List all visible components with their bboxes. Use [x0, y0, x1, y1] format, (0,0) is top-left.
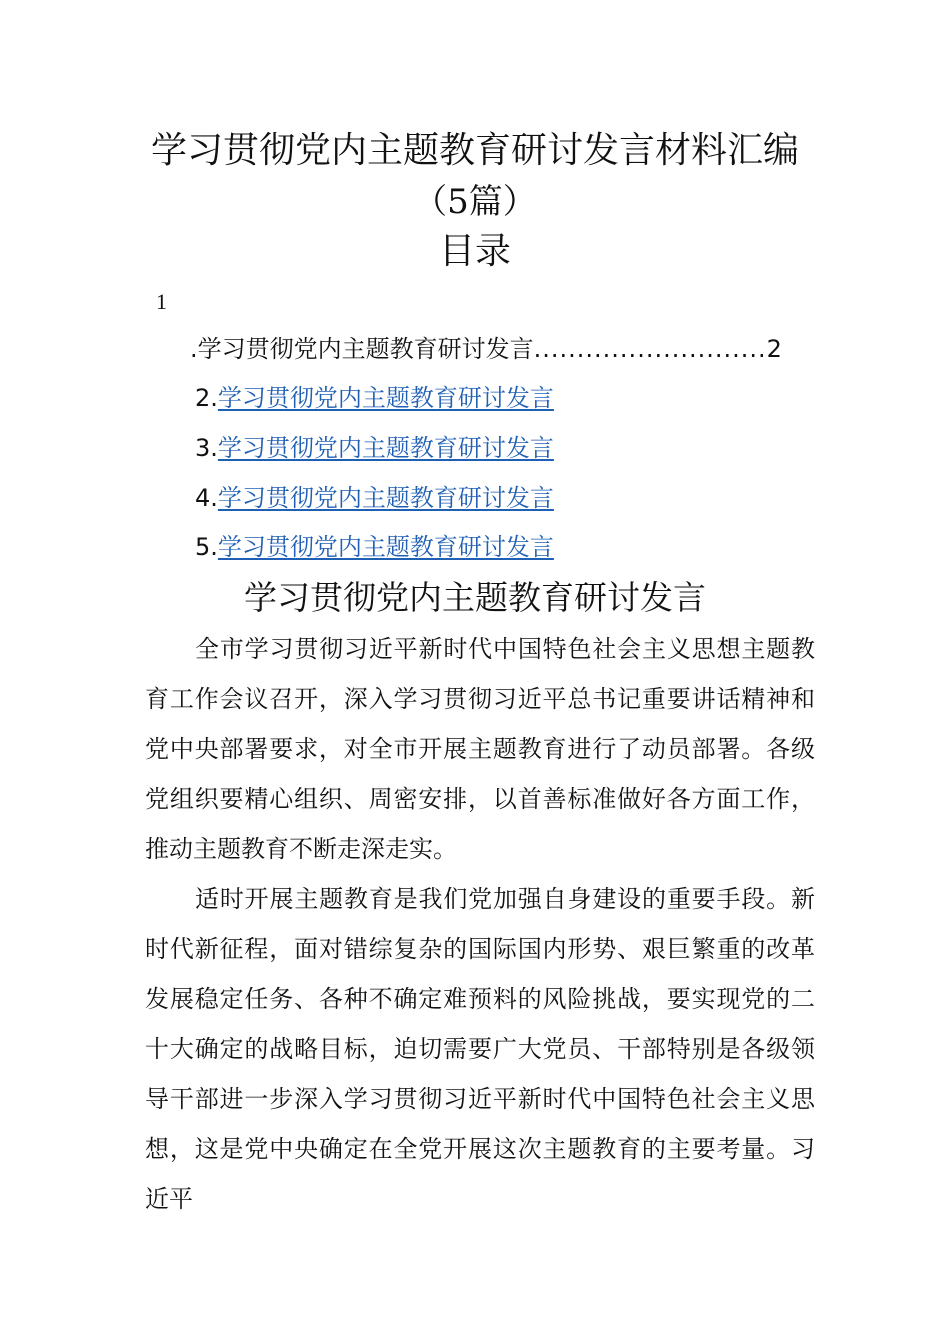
toc-item-2[interactable] — [195, 382, 554, 414]
toc-link[interactable]: 学习贯彻党内主题教育研讨发言 — [217, 484, 554, 512]
toc-link[interactable]: 学习贯彻党内主题教育研讨发言 — [217, 384, 554, 412]
section-heading: 学习贯彻党内主题教育研讨发言 — [244, 578, 706, 617]
toc-link[interactable]: 学习贯彻党内主题教育研讨发言 — [217, 533, 554, 561]
toc-link[interactable]: 学习贯彻党内主题教育研讨发言 — [217, 434, 554, 462]
toc-heading: 目录 — [438, 231, 511, 272]
toc-item-number: 3. — [195, 434, 218, 462]
toc-item-4[interactable] — [195, 482, 554, 514]
toc-item-5[interactable] — [195, 531, 554, 563]
toc-item-label: 学习贯彻党内主题教育研讨发言 — [197, 335, 534, 363]
toc-leader-dots: ........................... — [533, 335, 767, 363]
toc-item-1 — [190, 333, 782, 365]
toc-page-number: 2 — [766, 335, 782, 363]
body-paragraph-1: 全市学习贯彻习近平新时代中国特色社会主义思想主题教育工作会议召开，深入学习贯彻习近平总书记重要讲话精神和党中央部署要求，对全市开展主题教育进行了动员部署。各级党组织要精心组织、周密安排，以首善标准做好各方面工作，推动主题教育不断走深走实。 — [145, 635, 815, 863]
toc-item-3[interactable] — [195, 432, 554, 464]
toc-item-number: 4. — [195, 484, 218, 512]
document-title: 学习贯彻党内主题教育研讨发言材料汇编 — [150, 130, 799, 171]
toc-item-number: 5. — [195, 533, 218, 561]
toc-stray-number: 1 — [156, 289, 167, 314]
body-paragraph-2: 适时开展主题教育是我们党加强自身建设的重要手段。新时代新征程，面对错综复杂的国际国内形势、艰巨繁重的改革发展稳定任务、各种不确定难预料的风险挑战，要实现党的二十大确定的战略目标，迫切需要广大党员、干部特别是各级领导干部进一步深入学习贯彻习近平新时代中国特色社会主义思想，这是党中央确定在全党开展这次主题教育的主要考量。习近平 — [145, 885, 815, 1213]
toc-item-number: 2. — [195, 384, 218, 412]
document-subtitle: （5篇） — [413, 182, 537, 222]
toc-item-number: . — [190, 335, 198, 363]
